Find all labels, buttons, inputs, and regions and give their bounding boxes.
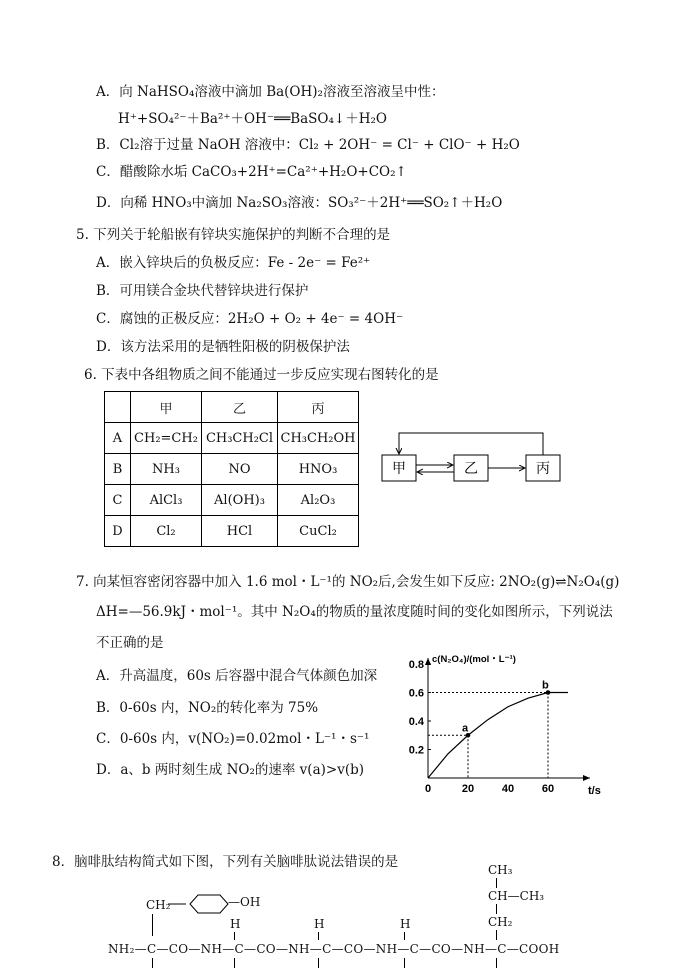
table-header-cell (105, 392, 131, 423)
struct-bond (234, 958, 235, 968)
table-cell: A (105, 423, 131, 454)
label-yi: 乙 (464, 460, 478, 476)
table-cell: CH₃CH₂Cl (202, 423, 278, 454)
table-cell: HNO₃ (278, 454, 359, 485)
struct-main-chain: NH₂—C—CO—NH—C—CO—NH—C—CO—NH—C—CO—NH—C—COOH (108, 942, 560, 956)
table-header-cell: 乙 (202, 392, 278, 423)
x-tick-label: 0 (424, 783, 432, 795)
struct-bond (152, 914, 153, 936)
y-tick-label: 0.4 (408, 716, 424, 728)
table-header-cell: 丙 (278, 392, 359, 423)
q7-option-b: B．0-60s 内，NO₂的转化率为 75% (96, 700, 319, 716)
label-jia: 甲 (392, 460, 406, 476)
x-tick-label: 20 (461, 783, 475, 795)
struct-bond (234, 932, 235, 940)
table-cell: D (105, 516, 131, 547)
table-row (105, 516, 359, 547)
y-axis-label: c(N₂O₄)/(mol・L⁻¹) (432, 654, 516, 665)
table-cell: Cl₂ (131, 516, 202, 547)
x-axis-label: t/s (588, 785, 601, 797)
struct-bond (496, 958, 497, 968)
struct-bond (404, 932, 405, 940)
struct-bond (496, 930, 497, 940)
table-cell: AlCl₃ (131, 485, 202, 516)
q7-option-a: A．升高温度，60s 后容器中混合气体颜色加深 (96, 668, 378, 684)
struct-bond (318, 958, 319, 968)
q4-option-a: A．向 NaHSO₄溶液中滴加 Ba(OH)₂溶液至溶液呈中性： (96, 84, 445, 100)
struct-bond (318, 932, 319, 940)
x-tick-label: 40 (501, 783, 515, 795)
data-point-label: b (542, 679, 549, 692)
y-tick-label: 0.2 (408, 744, 424, 757)
table-cell: NH₃ (131, 454, 202, 485)
y-tick-label: 0.6 (408, 687, 424, 700)
table-row (105, 485, 359, 516)
q7-option-c: C．0-60s 内，v(NO₂)=0.02mol・L⁻¹・s⁻¹ (96, 731, 370, 747)
table-cell: B (105, 454, 131, 485)
q7-stem-line3: 不正确的是 (96, 635, 164, 651)
struct-bond (404, 958, 405, 968)
q5-stem: 5. 下列关于轮船嵌有锌块实施保护的判断不合理的是 (76, 227, 391, 243)
table-cell: CH₂=CH₂ (131, 423, 202, 454)
label-bing: 丙 (536, 460, 550, 476)
q4-option-a-equation: H⁺+SO₄²⁻＋Ba²⁺＋OH⁻══BaSO₄↓＋H₂O (118, 111, 387, 127)
q6-table (104, 391, 359, 547)
q5-option-a: A．嵌入锌块后的负极反应：Fe - 2e⁻ = Fe²⁺ (96, 255, 371, 271)
struct-h: H (230, 917, 241, 931)
x-tick-label: 60 (541, 783, 555, 795)
struct-bond (152, 958, 153, 968)
struct-h: H (314, 917, 325, 931)
table-cell: HCl (202, 516, 278, 547)
q8-stem: 8．脑啡肽结构简式如下图，下列有关脑啡肽说法错误的是 (52, 854, 399, 870)
table-row (105, 423, 359, 454)
q7-option-d: D．a、b 两时刻生成 NO₂的速率 v(a)>v(b) (96, 762, 365, 778)
table-header-cell: 甲 (131, 392, 202, 423)
q7-stem-line2: ΔH=—56.9kJ・mol⁻¹。其中 N₂O₄的物质的量浓度随时间的变化如图所示，下列说法 (96, 604, 613, 620)
q4-option-b: B．Cl₂溶于过量 NaOH 溶液中：Cl₂ + 2OH⁻ = Cl⁻ + ClO⁻ + H₂O (96, 137, 520, 153)
table-cell: CH₃CH₂OH (278, 423, 359, 454)
table-cell: C (105, 485, 131, 516)
struct-h: H (400, 917, 411, 931)
q5-option-d: D．该方法采用的是牺牲阳极的阴极保护法 (96, 339, 350, 355)
q5-option-b: B．可用镁合金块代替锌块进行保护 (96, 283, 309, 299)
data-point-label: a (462, 722, 469, 735)
table-cell: CuCl₂ (278, 516, 359, 547)
table-row (105, 454, 359, 485)
q6-stem: 6. 下表中各组物质之间不能通过一步反应实现右图转化的是 (84, 367, 439, 383)
concentration-chart (398, 650, 608, 800)
q7-stem-line1: 7. 向某恒容密闭容器中加入 1.6 mol・L⁻¹的 NO₂后,会发生如下反应: 2NO₂(g)⇌N₂O₄(g) (76, 574, 620, 590)
table-cell: Al₂O₃ (278, 485, 359, 516)
arrow-bing-to-jia (399, 433, 543, 455)
y-tick-label: 0.8 (408, 659, 424, 671)
table-cell: NO (202, 454, 278, 485)
conversion-diagram (376, 425, 576, 490)
table-header-row (105, 392, 359, 423)
table-cell: Al(OH)₃ (202, 485, 278, 516)
struct-ch3: CH₃ (488, 863, 513, 877)
q5-option-c: C．腐蚀的正极反应：2H₂O + O₂ + 4e⁻ = 4OH⁻ (96, 311, 404, 327)
struct-ch2-left: CH₂ (146, 898, 171, 912)
q4-option-d: D．向稀 HNO₃中滴加 Na₂SO₃溶液：SO₃²⁻＋2H⁺══SO₂↑＋H₂O (96, 195, 503, 211)
struct-oh: —OH (228, 895, 261, 909)
q4-option-c: C．醋酸除水垢 CaCO₃+2H⁺=Ca²⁺+H₂O+CO₂↑ (96, 164, 407, 180)
struct-ch2-right: CH₂ (488, 915, 513, 929)
struct-ch-ch3: CH—CH₃ (488, 889, 545, 903)
